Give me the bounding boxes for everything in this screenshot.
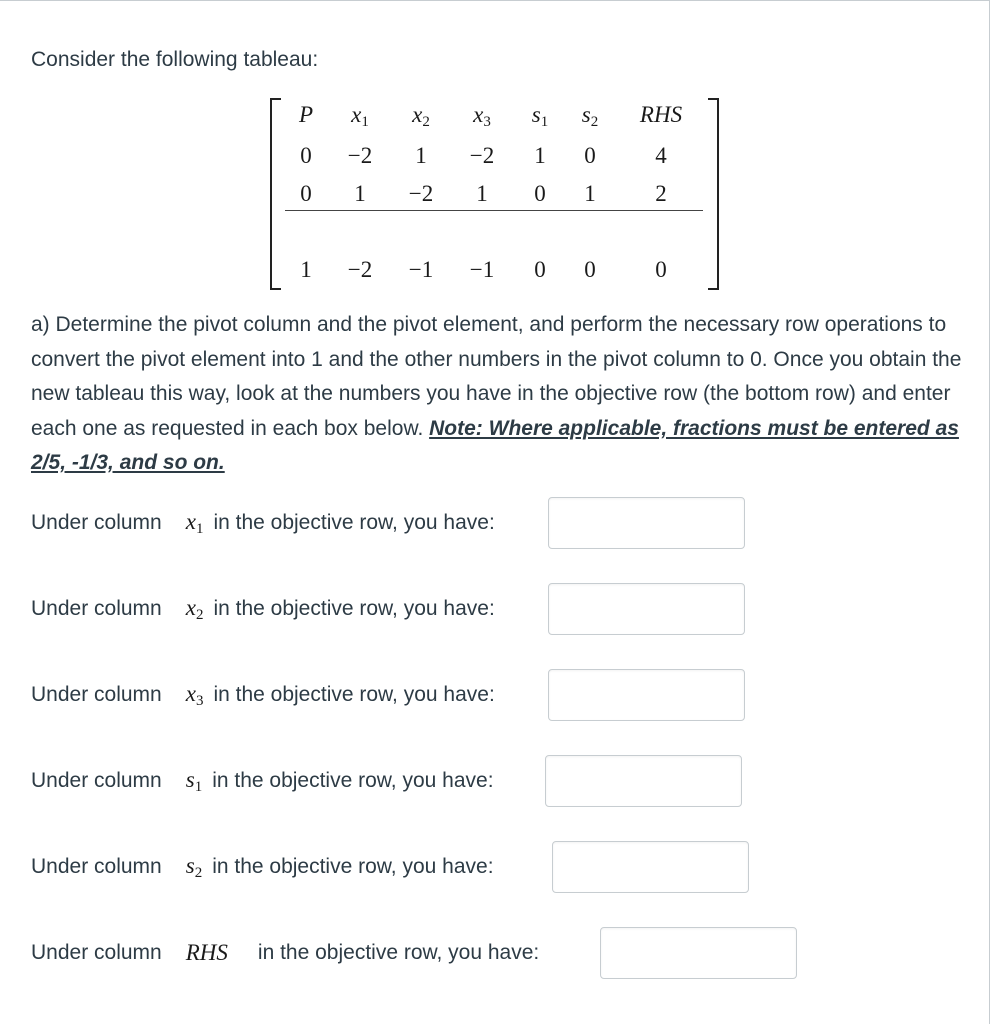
answer-suffix: in the objective row, you have: — [213, 683, 495, 706]
answer-suffix: in the objective row, you have: — [213, 511, 495, 534]
answer-row — [31, 755, 494, 807]
answer-row — [31, 841, 494, 893]
answer-input-x1[interactable] — [548, 497, 745, 549]
answer-prefix: Under column — [31, 769, 162, 792]
answer-suffix: in the objective row, you have: — [213, 597, 495, 620]
tableau-cell: 1 — [476, 181, 488, 206]
answer-prefix: Under column — [31, 683, 162, 706]
fraction-note: Note: Where applicable, fractions must be entered as 2/5, -1/3, and so on. — [31, 416, 959, 474]
answer-prefix: Under column — [31, 511, 162, 534]
objective-row-cell: −1 — [408, 257, 434, 282]
tableau-header-x2: $x_2$ — [412, 102, 430, 130]
objective-row-cell: −1 — [469, 257, 495, 282]
tableau-cell: 1 — [584, 181, 596, 206]
tableau-header-x3: $x_3$ — [473, 102, 491, 130]
answer-input-x2[interactable] — [548, 583, 745, 635]
tableau-cell: 2 — [655, 181, 667, 206]
objective-row-cell: 0 — [655, 257, 667, 282]
tableau-cell: 4 — [655, 143, 667, 168]
tableau-cell: −2 — [469, 143, 495, 168]
column-variable: RHS — [185, 940, 228, 965]
tableau-cell: −2 — [408, 181, 434, 206]
answer-row — [31, 583, 495, 635]
tableau-cell: 0 — [300, 181, 312, 206]
column-variable: $x_3$ — [185, 680, 204, 709]
tableau-cell: 0 — [300, 143, 312, 168]
column-variable: $x_1$ — [185, 508, 204, 537]
objective-row-cell: 0 — [584, 257, 596, 282]
column-variable: $s_2$ — [185, 852, 203, 881]
answer-prefix: Under column — [31, 941, 162, 964]
answer-suffix: in the objective row, you have: — [212, 855, 494, 878]
tableau-cell: 0 — [584, 143, 596, 168]
column-variable: $s_1$ — [185, 766, 203, 795]
question-body: a) Determine the pivot column and the pivot element, and perform the necessary row operations to convert the pivot element into 1 and the other numbers in the pivot column to 0. Once you obtain the new tableau this way, look at the numbers you have in the objective row (the bottom row) and enter each one as requested in each box below. — [31, 313, 962, 440]
answer-suffix: in the objective row, you have: — [212, 769, 494, 792]
tableau-cell: −2 — [347, 143, 373, 168]
objective-row-cell: 1 — [300, 257, 312, 282]
answer-prefix: Under column — [31, 855, 162, 878]
tableau-header-x1: $x_1$ — [351, 102, 369, 130]
answer-input-x3[interactable] — [548, 669, 745, 721]
answer-row — [31, 497, 495, 549]
tableau-cell: 1 — [415, 143, 427, 168]
column-variable: $x_2$ — [185, 594, 204, 623]
tableau-cell: 1 — [354, 181, 366, 206]
answer-suffix: in the objective row, you have: — [257, 941, 540, 964]
answer-row — [31, 669, 495, 721]
answer-row — [31, 927, 539, 979]
intro-text: Consider the following tableau: — [31, 48, 319, 71]
answer-input-rhs[interactable] — [600, 927, 797, 979]
tableau-cell: 0 — [534, 181, 546, 206]
tableau-cell: 1 — [534, 143, 546, 168]
objective-row-cell: 0 — [534, 257, 546, 282]
answer-input-s2[interactable] — [552, 841, 749, 893]
answer-prefix: Under column — [31, 597, 162, 620]
answer-input-s1[interactable] — [545, 755, 742, 807]
tableau-header-p: P — [298, 102, 314, 127]
tableau-header-rhs: RHS — [639, 102, 683, 127]
question-text — [31, 308, 966, 481]
objective-row-cell: −2 — [347, 257, 373, 282]
tableau-header-s2: $s_2$ — [581, 102, 599, 130]
tableau-header-s1: $s_1$ — [531, 102, 549, 130]
